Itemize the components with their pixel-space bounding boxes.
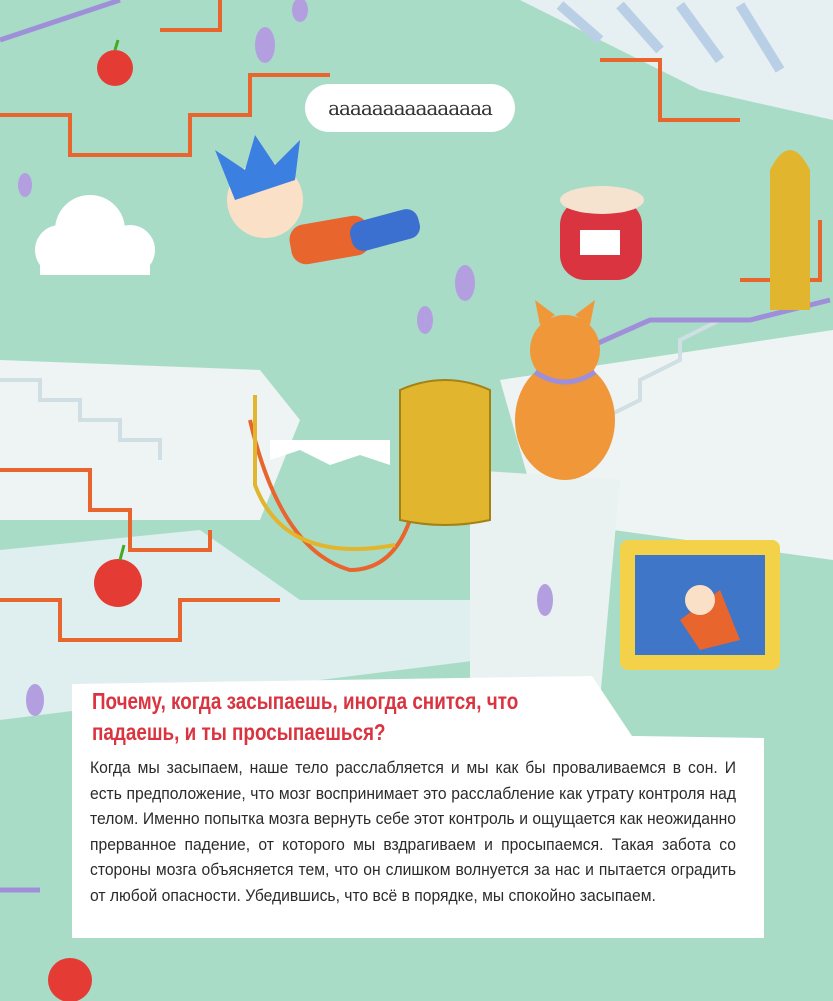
apple-icon [97, 40, 133, 86]
cloud [35, 195, 155, 275]
speech-bubble-text: ааааааааааааааа [328, 96, 492, 120]
article-body: Когда мы засыпаем, наше тело расслабляется и мы как бы проваливаемся в сон. И есть предположение, что мозг воспринимает это расслабление как утрату контроля над телом. Именно попытка мозга вернуть себе этот контроль и ощущается как неожиданно прерванное падение, от которого мы вздрагиваем и просыпаемся. Такая забота со стороны мозга объясняется тем, что он слишком волнуется за нас и пытается оградить от любой опасности. Убедившись, что всё в порядке, мы спокойно засыпаем. [90, 759, 736, 905]
jam-jar [560, 186, 644, 280]
staircase-top-right [520, 0, 833, 120]
door [400, 380, 490, 525]
apple-icon [48, 958, 92, 1001]
article-title: Почему, когда засыпаешь, иногда снится, что падаешь, и ты просыпаешься? [92, 688, 519, 745]
article-text-box [72, 676, 764, 938]
falling-boy [215, 135, 423, 267]
door [770, 150, 810, 310]
speech-bubble [305, 84, 515, 132]
orange-cat [515, 300, 615, 480]
picture-frame [620, 540, 780, 670]
